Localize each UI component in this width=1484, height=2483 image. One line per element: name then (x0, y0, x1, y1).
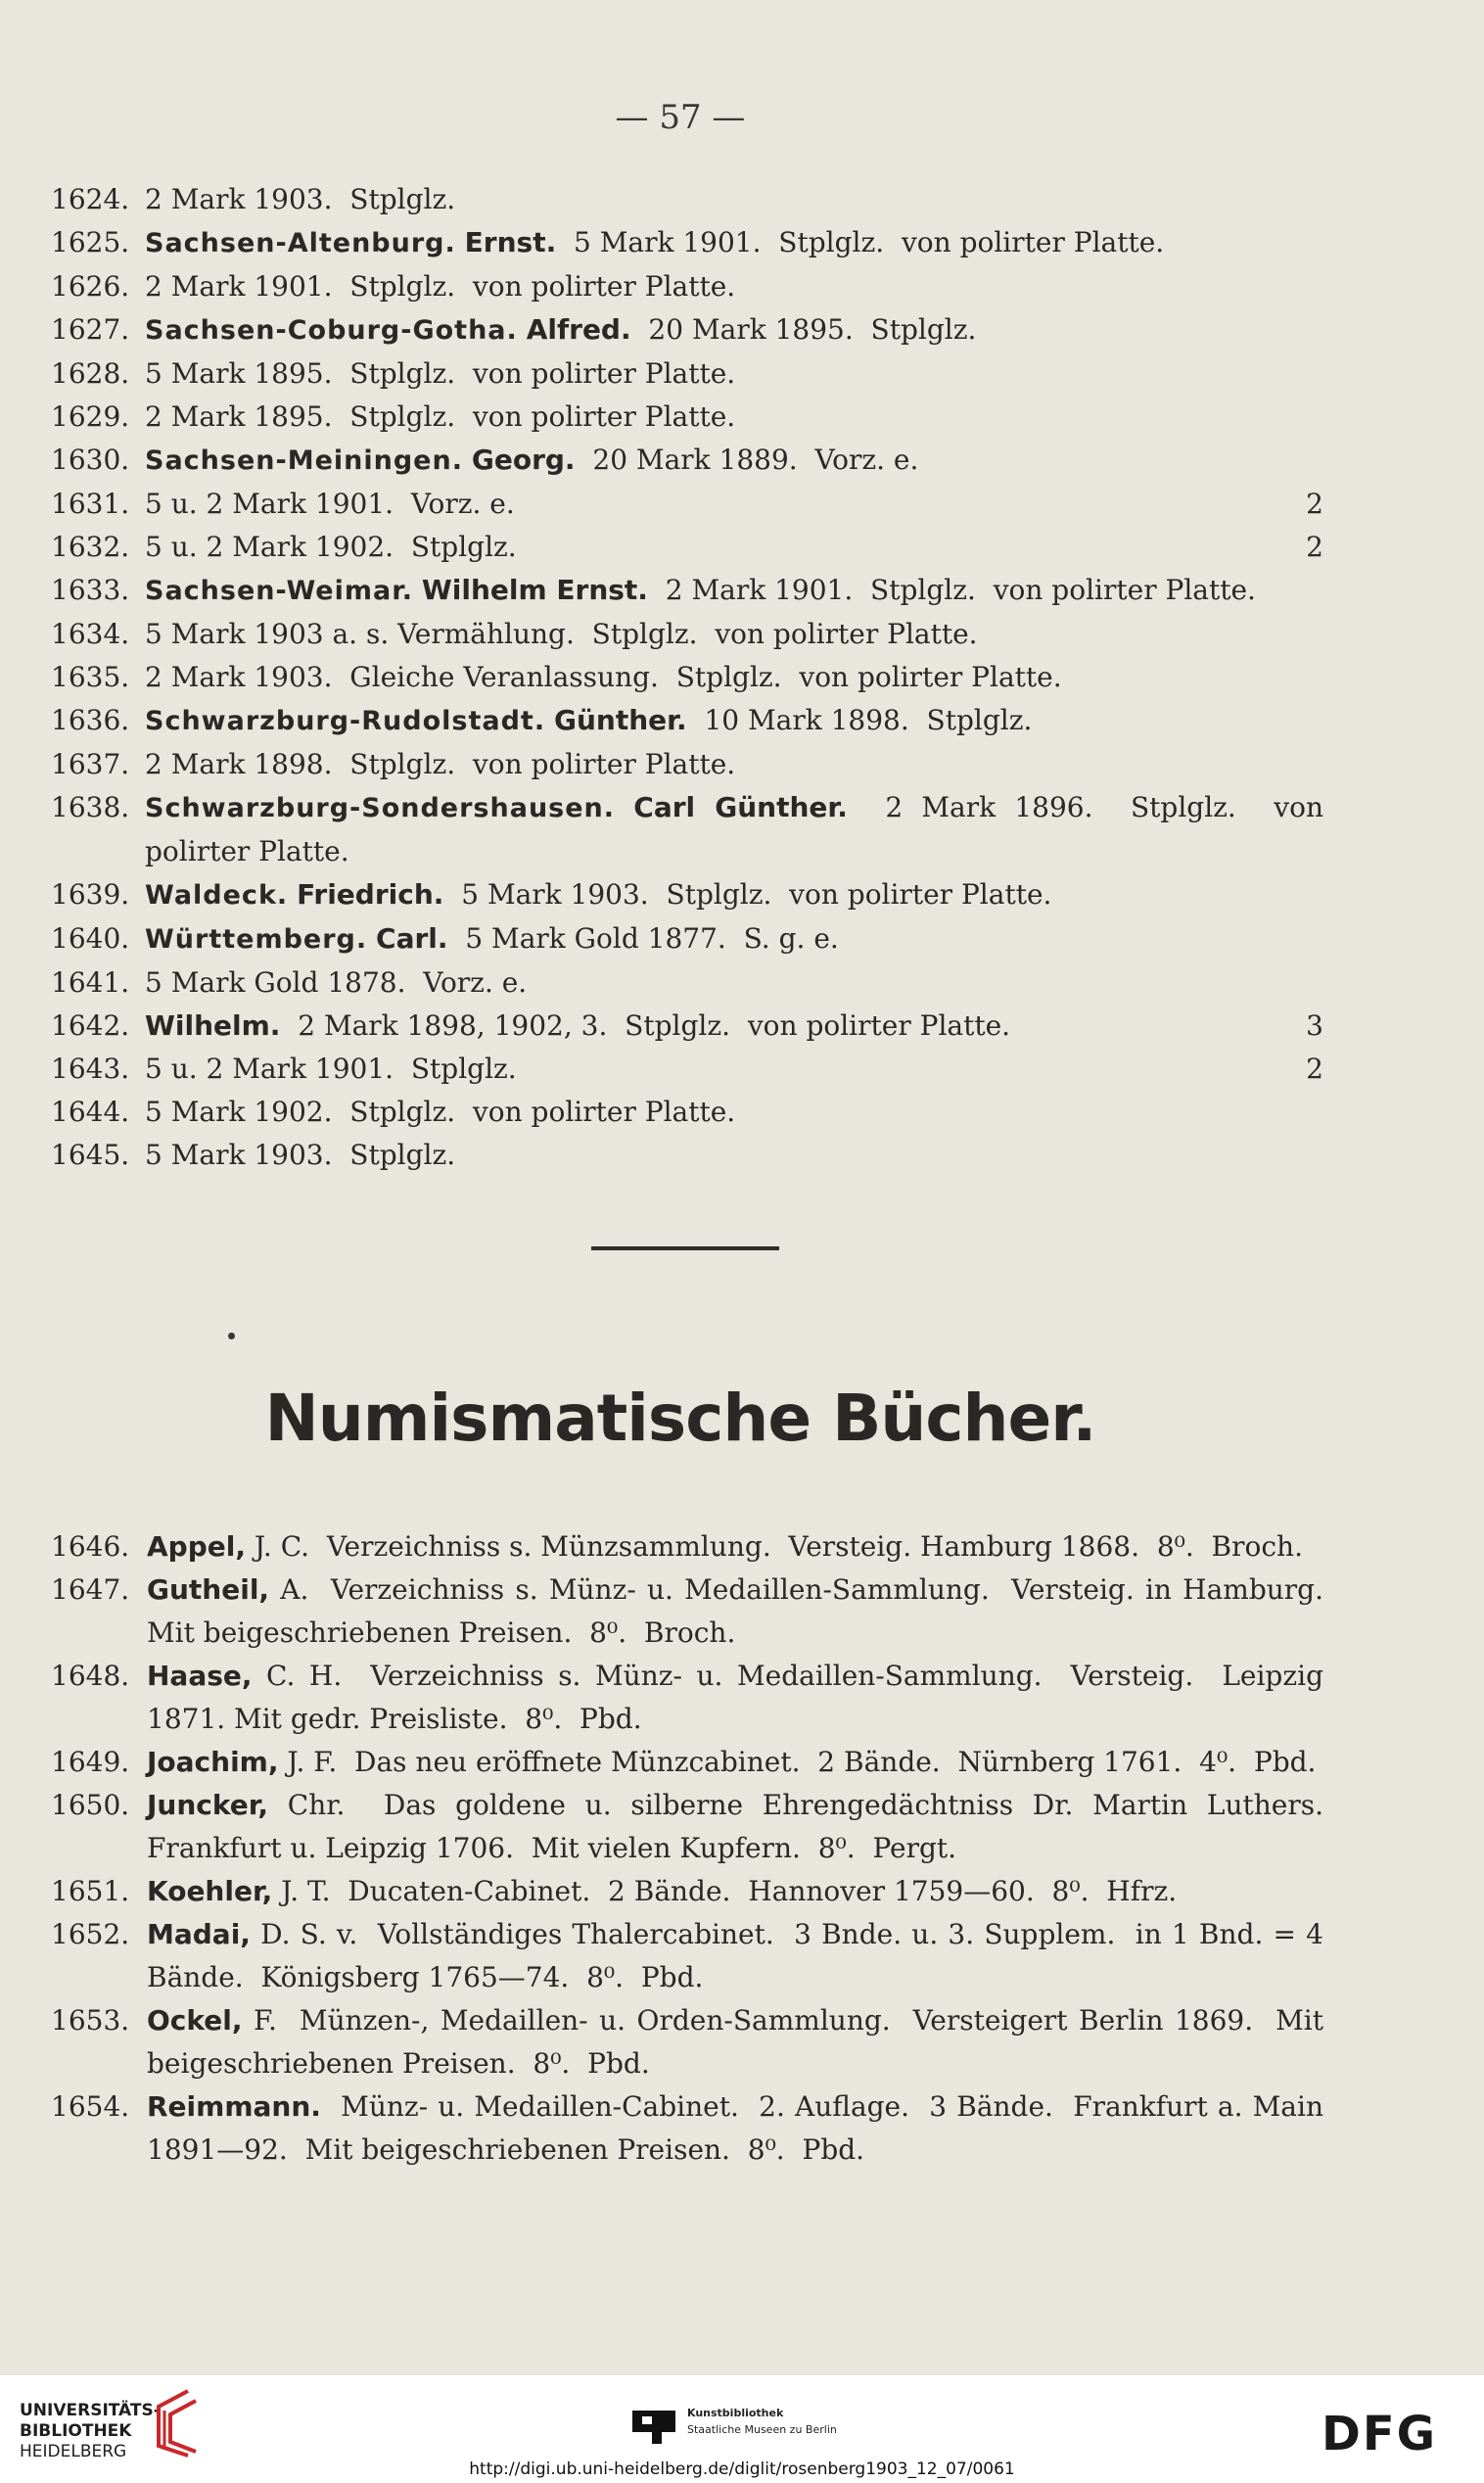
name-heading: Reimmann. (147, 2090, 321, 2123)
footer-bar (0, 2375, 1484, 2483)
name-heading: Carl. (376, 922, 448, 955)
entry-text (145, 748, 735, 780)
entry-text (145, 704, 1032, 736)
name-heading: Appel, (147, 1530, 246, 1563)
region-name: Schwarzburg-Sondershausen. (145, 793, 616, 823)
name-heading: Madai, (147, 1918, 251, 1950)
entry-number: 1637. (51, 748, 130, 780)
coin-entry (0, 483, 1323, 526)
entry-text (147, 1999, 1332, 2085)
region-name: Schwarzburg-Rudolstadt. (145, 706, 546, 736)
description-text: 5 Mark 1895. Stplglz. von polirter Platte. (145, 357, 736, 390)
entry-number: 1641. (51, 966, 130, 999)
entry-number: 1627. (51, 313, 130, 346)
name-heading: Alfred. (526, 313, 631, 346)
entry-text (147, 1875, 1177, 1907)
book-entry (0, 1784, 1341, 1870)
description-text (288, 878, 297, 911)
description-text: J. F. Das neu eröffnete Münzcabinet. 2 Bände. Nürnberg 1761. 4⁰. Pbd. (278, 1746, 1317, 1778)
name-heading: Haase, (147, 1660, 253, 1692)
region-name: Württemberg. (145, 924, 368, 955)
description-text: Münz- u. Medaillen-Cabinet. 2. Auflage. 3 Bände. Frankfurt a. Main 1891—92. Mit beigeschriebenen Preisen. 8⁰. Pbd. (147, 2090, 1332, 2166)
entry-text (145, 878, 1051, 911)
coin-entry (0, 743, 1323, 786)
coin-entry (0, 1091, 1323, 1134)
region-name: Sachsen-Altenburg. (145, 228, 456, 258)
name-heading: Günther. (554, 704, 687, 736)
region-name: Sachsen-Meiningen. (145, 445, 463, 476)
entry-text (147, 1784, 1341, 1870)
description-text (615, 791, 633, 823)
entry-number: 1648. (51, 1660, 130, 1692)
entry-number: 1650. (51, 1789, 130, 1821)
coin-entry (0, 917, 1323, 961)
section-heading: Numismatische Bücher. (264, 1381, 1096, 1456)
book-entry (0, 1741, 1323, 1784)
coin-entry (0, 265, 1323, 308)
kb-subtitle: Staatliche Museen zu Berlin (687, 2423, 837, 2436)
entry-number: 1633. (51, 574, 130, 606)
entry-number: 1631. (51, 488, 130, 520)
description-text (545, 704, 554, 736)
description-text: 5 Mark 1903. Stplglz. von polirter Platte. (443, 878, 1052, 911)
name-heading: Gutheil, (147, 1573, 270, 1606)
coin-entry (0, 396, 1323, 439)
logo-text-line: HEIDELBERG (20, 2442, 127, 2461)
lot-count: 2 (1306, 488, 1323, 520)
coin-entry (0, 178, 1323, 221)
region-name: Sachsen-Weimar. (145, 576, 413, 606)
kunstbibliothek-icon (632, 2407, 677, 2450)
description-text: D. S. v. Vollständiges Thalercabinet. 3 Bnde. u. 3. Supplem. in 1 Bnd. = 4 Bände. Königsberg 1765—74. 8⁰. Pbd. (147, 1918, 1332, 1993)
description-text: A. Verzeichniss s. Münz- u. Medaillen-Sammlung. Versteig. in Hamburg. Mit beigeschriebenen Preisen. 8⁰. Broch. (147, 1573, 1332, 1649)
entry-text (145, 270, 735, 303)
entry-text (145, 786, 1332, 873)
entry-text (147, 1655, 1332, 1741)
description-text: 20 Mark 1889. Vorz. e. (575, 444, 919, 476)
entry-number: 1638. (51, 791, 130, 823)
book-entry-list (0, 1525, 1484, 2172)
kunstbibliothek-logo[interactable] (632, 2395, 906, 2454)
name-heading: Wilhelm. (145, 1009, 281, 1042)
entry-text (145, 661, 1062, 693)
name-heading: Friedrich. (297, 878, 444, 911)
description-text: Chr. Das goldene u. silberne Ehrengedächtniss Dr. Martin Luthers. Frankfurt u. Leipzig 1706. Mit vielen Kupfern. 8⁰. Pergt. (147, 1789, 1341, 1864)
entry-number: 1654. (51, 2090, 130, 2123)
section-divider (591, 1246, 779, 1250)
description-text: C. H. Verzeichniss s. Münz- u. Medaillen-Sammlung. Versteig. Leipzig 1871. Mit gedr. Preisliste. 8⁰. Pbd. (147, 1660, 1332, 1735)
book-entry (0, 1525, 1323, 1569)
name-heading: Carl Günther. (633, 791, 848, 823)
entry-number: 1624. (51, 183, 130, 215)
entry-text (145, 1053, 517, 1085)
name-heading: Koehler, (147, 1875, 273, 1907)
coin-entry (0, 786, 1332, 873)
entry-number: 1645. (51, 1139, 130, 1171)
entry-number: 1644. (51, 1096, 130, 1128)
region-name: Waldeck. (145, 880, 289, 911)
description-text: J. T. Ducaten-Cabinet. 2 Bände. Hannover 1759—60. 8⁰. Hfrz. (272, 1875, 1178, 1907)
entry-text (147, 1741, 1323, 1784)
heidelberg-mark-icon (149, 2387, 208, 2461)
name-heading: Ernst. (464, 226, 557, 258)
description-text: 5 u. 2 Mark 1902. Stplglz. (145, 531, 517, 563)
logo-text-line: UNIVERSITÄTS- (20, 2401, 161, 2420)
entry-number: 1643. (51, 1053, 130, 1085)
description-text (518, 313, 527, 346)
entry-text (145, 1096, 735, 1128)
coin-entry (0, 613, 1323, 656)
lot-count: 3 (1306, 1009, 1323, 1042)
coin-entry (0, 352, 1323, 396)
description-text: 10 Mark 1898. Stplglz. (686, 704, 1033, 736)
entry-text (145, 488, 515, 520)
description-text: 2 Mark 1895. Stplglz. von polirter Platte. (145, 400, 736, 433)
region-name: Sachsen-Coburg-Gotha. (145, 315, 518, 346)
coin-entry (0, 1048, 1323, 1091)
entry-text (147, 1913, 1332, 1999)
description-text: 20 Mark 1895. Stplglz. (630, 313, 977, 346)
entry-text (145, 1009, 1010, 1042)
entry-number: 1646. (51, 1530, 130, 1563)
coin-entry-list (0, 178, 1484, 1177)
entry-number: 1632. (51, 531, 130, 563)
name-heading: Joachim, (147, 1746, 279, 1778)
book-entry (0, 1655, 1332, 1741)
entry-text (147, 1569, 1332, 1655)
entry-number: 1642. (51, 1009, 130, 1042)
coin-entry (0, 439, 1323, 483)
coin-entry (0, 221, 1323, 265)
entry-text (145, 574, 1256, 606)
entry-number: 1651. (51, 1875, 130, 1907)
entry-text (145, 531, 517, 563)
entry-text (145, 966, 527, 999)
page-number: — 57 — (615, 98, 746, 137)
description-text: 2 Mark 1903. Stplglz. (145, 183, 456, 215)
coin-entry (0, 699, 1323, 743)
entry-text (145, 313, 976, 346)
entry-number: 1630. (51, 444, 130, 476)
description-text: 2 Mark 1901. Stplglz. von polirter Platte. (145, 270, 736, 303)
description-text: F. Münzen-, Medaillen- u. Orden-Sammlung. Versteigert Berlin 1869. Mit beigeschriebenen Preisen. 8⁰. Pbd. (147, 2004, 1332, 2080)
entry-number: 1647. (51, 1573, 130, 1606)
book-entry (0, 1999, 1332, 2085)
coin-entry (0, 308, 1323, 352)
entry-text (147, 2085, 1332, 2172)
coin-entry (0, 1005, 1323, 1048)
description-text: 2 Mark 1898. Stplglz. von polirter Platte. (145, 748, 736, 780)
entry-number: 1640. (51, 922, 130, 955)
description-text: 2 Mark 1901. Stplglz. von polirter Platte. (647, 574, 1256, 606)
description-text: 5 u. 2 Mark 1901. Vorz. e. (145, 488, 515, 520)
description-text: 5 u. 2 Mark 1901. Stplglz. (145, 1053, 517, 1085)
entry-number: 1652. (51, 1918, 130, 1950)
entry-number: 1653. (51, 2004, 130, 2037)
lot-count: 2 (1306, 531, 1323, 563)
kb-name: Kunstbibliothek (687, 2407, 784, 2419)
entry-number: 1629. (51, 400, 130, 433)
description-text: J. C. Verzeichniss s. Münzsammlung. Versteig. Hamburg 1868. 8⁰. Broch. (245, 1530, 1303, 1563)
description-text: 5 Mark Gold 1878. Vorz. e. (145, 966, 528, 999)
coin-entry (0, 961, 1323, 1005)
entry-number: 1628. (51, 357, 130, 390)
description-text (463, 444, 472, 476)
description-text: 5 Mark 1903. Stplglz. (145, 1139, 456, 1171)
entry-text (145, 618, 978, 650)
lot-count: 2 (1306, 1053, 1323, 1085)
coin-entry (0, 526, 1323, 569)
entry-text (145, 183, 455, 215)
coin-entry (0, 569, 1323, 613)
name-heading: Wilhelm Ernst. (421, 574, 648, 606)
entry-text (145, 1139, 455, 1171)
book-entry (0, 1569, 1332, 1655)
book-entry (0, 1870, 1323, 1913)
entry-number: 1649. (51, 1746, 130, 1778)
ink-speck (228, 1333, 235, 1339)
name-heading: Georg. (471, 444, 576, 476)
description-text: 2 Mark 1896. Stplglz. von polirter Platte. (145, 791, 1332, 867)
book-entry (0, 2085, 1332, 2172)
coin-entry (0, 1134, 1323, 1177)
coin-entry (0, 873, 1323, 917)
description-text: 5 Mark 1903 a. s. Vermählung. Stplglz. von polirter Platte. (145, 618, 978, 650)
description-text (413, 574, 422, 606)
description-text: 2 Mark 1898, 1902, 3. Stplglz. von polirter Platte. (280, 1009, 1011, 1042)
coin-entry (0, 656, 1323, 699)
university-library-logo[interactable] (20, 2401, 161, 2462)
description-text (367, 922, 376, 955)
logo-text-line: BIBLIOTHEK (20, 2421, 132, 2441)
entry-number: 1626. (51, 270, 130, 303)
entry-number: 1636. (51, 704, 130, 736)
entry-text (145, 444, 918, 476)
description-text: 5 Mark 1901. Stplglz. von polirter Platte. (556, 226, 1165, 258)
entry-text (145, 400, 735, 433)
book-entry (0, 1913, 1332, 1999)
entry-number: 1625. (51, 226, 130, 258)
dfg-logo[interactable]: DFG (1322, 2407, 1438, 2461)
entry-number: 1639. (51, 878, 130, 911)
permalink-url[interactable]: http://digi.ub.uni-heidelberg.de/diglit/rosenberg1903_12_07/0061 (469, 2460, 1015, 2479)
entry-text (145, 357, 735, 390)
description-text: 2 Mark 1903. Gleiche Veranlassung. Stplglz. von polirter Platte. (145, 661, 1062, 693)
name-heading: Juncker, (147, 1789, 269, 1821)
name-heading: Ockel, (147, 2004, 243, 2037)
description-text: 5 Mark 1902. Stplglz. von polirter Platte. (145, 1096, 736, 1128)
entry-number: 1635. (51, 661, 130, 693)
entry-text (145, 226, 1164, 258)
entry-text (145, 922, 839, 955)
entry-number: 1634. (51, 618, 130, 650)
entry-text (147, 1525, 1323, 1569)
description-text: 5 Mark Gold 1877. S. g. e. (447, 922, 839, 955)
description-text (456, 226, 465, 258)
